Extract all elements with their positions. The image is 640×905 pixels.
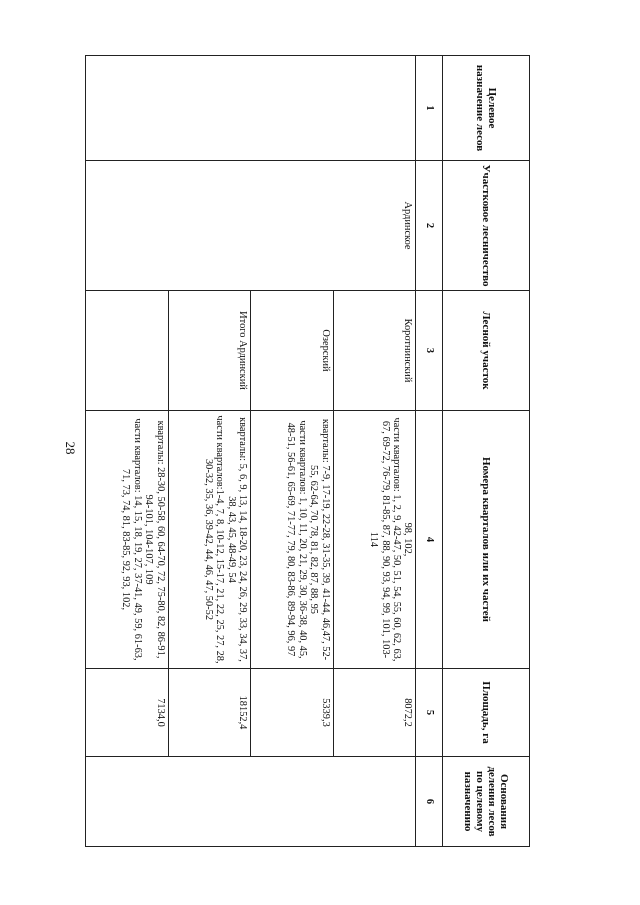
quarters-cell <box>333 411 416 669</box>
section-cell: Коротнинский <box>333 291 416 411</box>
header-section: Лесной участок <box>443 291 530 411</box>
quarters-cell <box>168 411 251 669</box>
quarter-parts-list: части кварталов: 1, 2, 9, 42-47, 50, 51, 54, 55, 60, 62, 63, 67, 69-72, 76-79, 81-85, 87, 88, 90, 93, 94, 99, 101, 103-114 <box>368 417 402 662</box>
quarters-list: кварталы: 5, 6, 9, 13, 14, 18-20, 23, 24, 26, 29, 33, 34, 37, 38, 43, 45, 48-49, 54 <box>225 417 249 662</box>
column-number: 2 <box>416 161 443 291</box>
quarter-parts-list: части кварталов: 14, 15, 18, 19, 27, 37-41, 49, 59, 61-63, 71, 73, 74, 81, 83-85, 92, 93, 102, <box>120 418 143 661</box>
header-area: Площадь, га <box>443 669 530 757</box>
header-purpose: Целевое назначение лесов <box>443 56 530 161</box>
header-quarters: Номера кварталов или их частей <box>443 411 530 669</box>
area-cell: 18152,4 <box>168 669 251 757</box>
basis-cell <box>86 757 416 847</box>
forest-purpose-table <box>85 55 530 847</box>
rotated-table-container <box>85 55 530 846</box>
area-cell: 8072,2 <box>333 669 416 757</box>
quarters-list: кварталы: 7-9, 17-19, 22-28, 31-35, 39, 41-44, 46,47, 52-55, 62-64, 70, 78, 81, 82, 87, 88, 95 <box>308 418 331 661</box>
quarters-list: 98, 102, <box>402 522 414 557</box>
area-cell: 5339,3 <box>251 669 334 757</box>
page-number: 28 <box>63 441 78 455</box>
section-cell <box>86 291 169 411</box>
section-cell: Итого Ардинский <box>168 291 251 411</box>
quarters-cell <box>86 411 169 669</box>
quarter-parts-list: части кварталов:1-4, 7, 8, 10-12, 15-17, 21, 22, 25, 27, 28, 30-32, 35, 36, 39-42, 44, 46, 47, 50-52 <box>202 415 226 664</box>
column-number: 3 <box>416 291 443 411</box>
column-number: 1 <box>416 56 443 161</box>
column-number: 6 <box>416 757 443 847</box>
header-basis: Основания деления лесов по целевому назначению <box>443 757 530 847</box>
table-row <box>333 56 416 847</box>
column-number: 5 <box>416 669 443 757</box>
district-cell: Ардинское <box>86 161 416 291</box>
header-district: Участковое лесничество <box>443 161 530 291</box>
quarters-list: кварталы: 28-30, 50-58, 60, 64-70, 72, 75-80, 82, 86-91, 94-101, 104-107, 109 <box>143 420 166 659</box>
section-cell: Озерский <box>251 291 334 411</box>
column-number: 4 <box>416 411 443 669</box>
quarters-cell <box>251 411 334 669</box>
quarter-parts-list: части кварталов: 1, 10, 11, 20, 21, 29, 30, 36-38, 40, 45, 48-51, 56-61, 65-69, 71-77, 79, 80, 83-86, 89-94, 96, 97 <box>285 420 308 659</box>
column-number-row <box>416 56 443 847</box>
area-cell: 7134,0 <box>86 669 169 757</box>
purpose-cell <box>86 56 416 161</box>
table-header-row <box>443 56 530 847</box>
